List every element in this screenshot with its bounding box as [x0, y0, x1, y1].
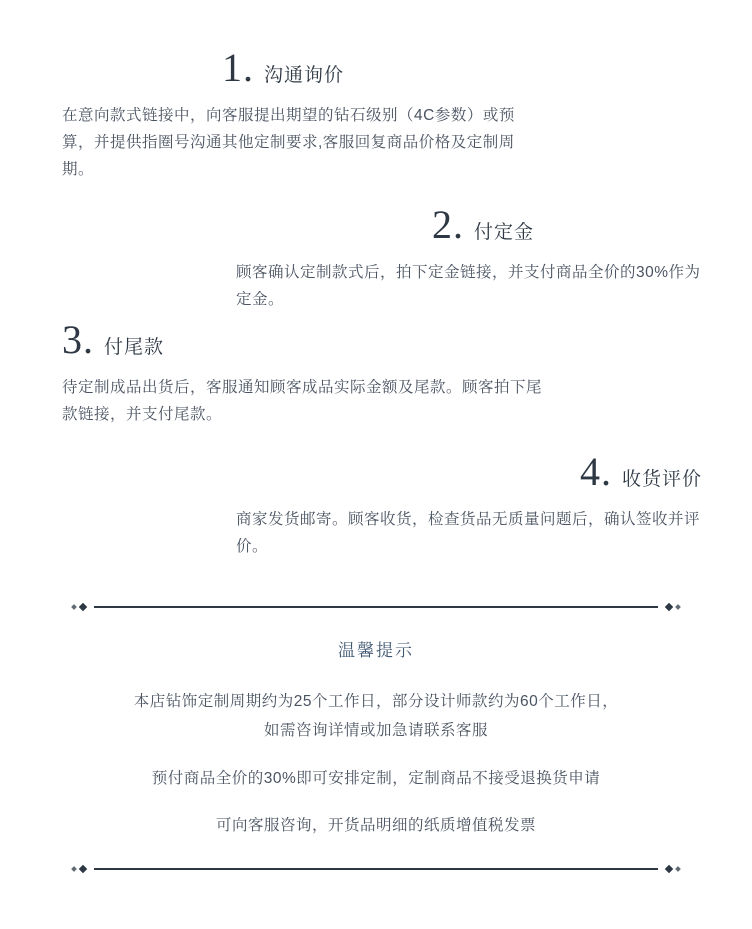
- step-1-heading: [62, 45, 542, 90]
- step-2-number: 2.: [431, 202, 464, 247]
- divider-top: [72, 600, 680, 614]
- step-2-body: 顾客确认定制款式后，拍下定金链接，并支付商品全价的30%作为定金。: [236, 264, 701, 309]
- tips-spacer: [62, 746, 690, 764]
- step-3-body: 待定制成品出货后，客服通知顾客成品实际金额及尾款。顾客拍下尾款链接，并支付尾款。: [62, 379, 543, 424]
- step-4-heading: [236, 449, 702, 494]
- divider-bottom: [72, 862, 680, 876]
- tips-line-3: 预付商品全价的30%即可安排定制，定制商品不接受退换货申请: [151, 769, 601, 787]
- step-1-number: 1.: [222, 45, 254, 90]
- tips-line-2: 如需咨询详情或加急请联系客服: [263, 722, 488, 740]
- step-4-body: 商家发货邮寄。顾客收货，检查货品无质量问题后，确认签收并评价。: [236, 511, 701, 556]
- step-3-number: 3.: [62, 317, 94, 362]
- diamond-ornament-left-icon: [72, 604, 86, 610]
- step-2-title: 付定金: [473, 222, 534, 243]
- tips-line-1: 本店钻饰定制周期约为25个工作日，部分设计师款约为60个工作日，: [133, 693, 619, 710]
- tips-line-4: 可向客服咨询，开货品明细的纸质增值税发票: [215, 817, 536, 835]
- step-4: [236, 449, 702, 560]
- divider-rule: [94, 868, 658, 870]
- tips-title: 温馨提示: [338, 641, 414, 660]
- step-3: [62, 317, 543, 428]
- step-2: [236, 202, 702, 313]
- step-4-number: 4.: [579, 449, 612, 494]
- divider-rule: [94, 606, 658, 608]
- step-1-body: 在意向款式链接中，向客服提出期望的钻石级别（4C参数）或预算，并提供指圈号沟通其他定制要求,客服回复商品价格及定制周期。: [62, 107, 515, 179]
- step-3-heading: [62, 317, 542, 362]
- diamond-ornament-left-icon: [72, 866, 86, 872]
- step-1-title: 沟通询价: [264, 65, 345, 86]
- step-3-title: 付尾款: [104, 337, 165, 358]
- diamond-ornament-right-icon: [666, 604, 680, 610]
- tips-spacer: [62, 793, 690, 811]
- tips-section: [62, 636, 690, 841]
- step-1: [62, 45, 542, 183]
- step-2-heading: [236, 202, 702, 247]
- diamond-ornament-right-icon: [666, 866, 680, 872]
- step-4-title: 收货评价: [621, 469, 702, 490]
